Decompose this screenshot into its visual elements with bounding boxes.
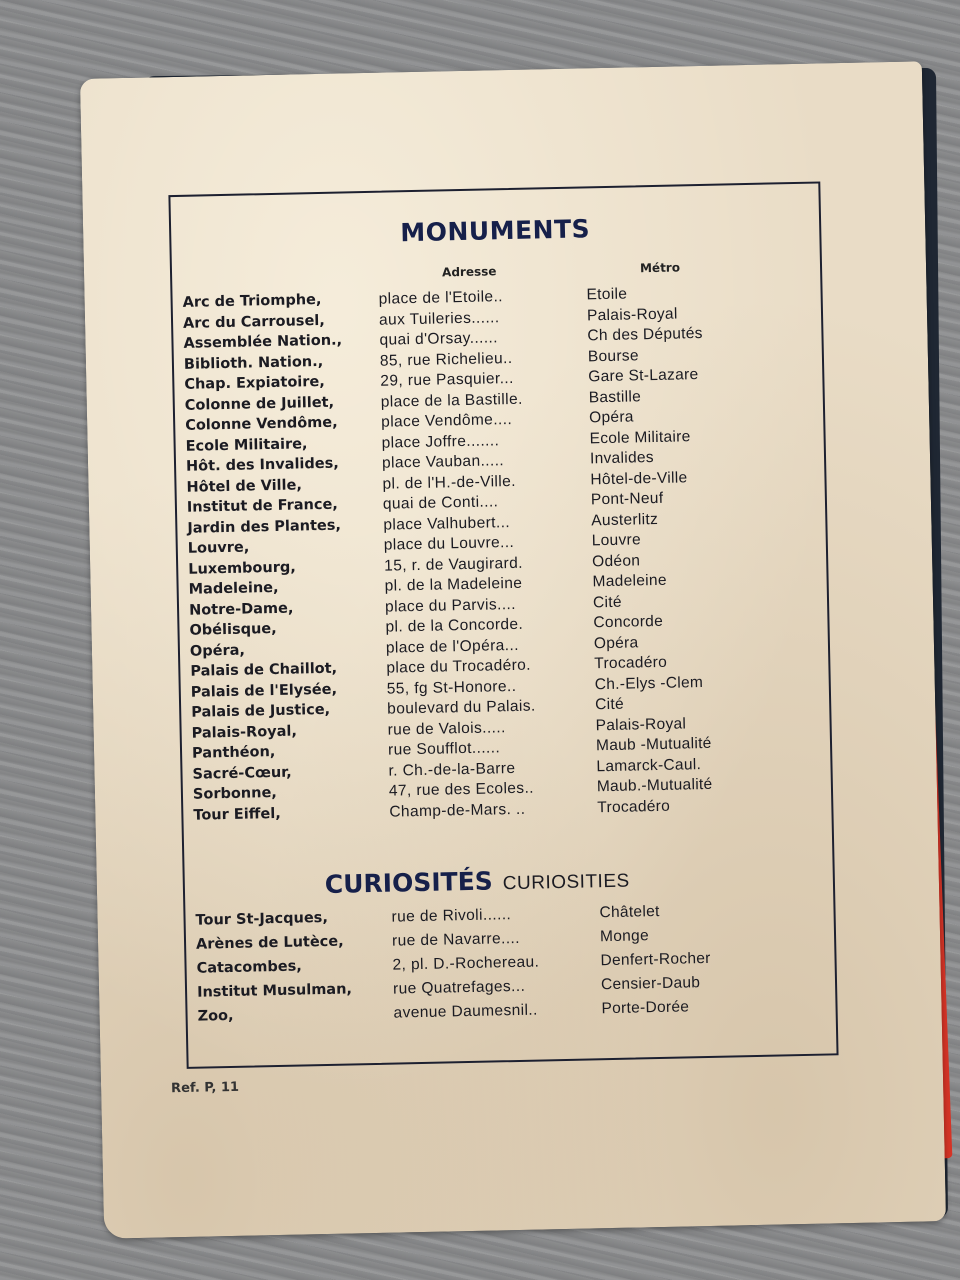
entry-metro: Etoile <box>586 285 628 304</box>
entry-address: place Vendôme.... <box>381 410 513 431</box>
entry-metro: Gare St-Lazare <box>588 366 699 386</box>
entry-metro: Invalides <box>589 449 655 468</box>
entry-name: Sorbonne, <box>192 784 278 803</box>
entry-metro: Cité <box>592 593 622 611</box>
entry-name: Palais-Royal, <box>191 723 298 742</box>
entry-address: rue Quatrefages... <box>392 977 526 998</box>
entry-address: r. Ch.-de-la-Barre <box>388 759 516 780</box>
entry-address: aux Tuileries...... <box>378 308 500 329</box>
entry-address: place de l'Opéra... <box>385 636 519 657</box>
entry-name: Zoo, <box>197 1007 234 1025</box>
reference-number: Ref. P, 11 <box>170 1079 240 1097</box>
entry-address: Champ-de-Mars. .. <box>389 800 526 821</box>
entry-metro: Ch des Députés <box>587 324 703 345</box>
entry-metro: Concorde <box>593 612 664 632</box>
entry-name: Hôtel de Ville, <box>186 476 303 496</box>
entry-address: 47, rue des Ecoles.. <box>388 779 535 800</box>
entry-metro: Opéra <box>593 633 639 652</box>
entry-metro: Hôtel-de-Ville <box>590 468 688 488</box>
entry-metro: Trocadéro <box>597 797 671 816</box>
entry-address: 15, r. de Vaugirard. <box>384 554 524 575</box>
entry-address: rue de Rivoli...... <box>391 906 512 926</box>
entry-metro: Odéon <box>591 551 641 570</box>
entry-metro: Denfert-Rocher <box>600 949 711 970</box>
entry-address: avenue Daumesnil.. <box>393 1001 538 1022</box>
entry-address: rue Soufflot...... <box>387 739 501 759</box>
entry-name: Panthéon, <box>191 744 276 762</box>
entry-metro: Censier-Daub <box>600 974 701 994</box>
entry-address: 2, pl. D.-Rochereau. <box>392 953 540 974</box>
address-column-header: Adresse <box>441 264 497 280</box>
entry-metro: Ecole Militaire <box>589 427 691 447</box>
entry-address: pl. de la Madeleine <box>384 574 523 595</box>
entry-metro: Lamarck-Caul. <box>596 755 702 775</box>
entry-metro: Madeleine <box>592 571 667 591</box>
entry-address: 29, rue Pasquier... <box>380 369 514 390</box>
entry-address: place Valhubert... <box>383 513 511 534</box>
entry-address: rue de Navarre.... <box>391 929 521 950</box>
metro-column-header: Métro <box>639 260 681 276</box>
entry-name: Luxembourg, <box>188 559 296 578</box>
entry-address: place de l'Etoile.. <box>378 288 504 308</box>
entry-name: Institut de France, <box>186 496 339 516</box>
monuments-list <box>182 282 823 828</box>
entry-metro: Monge <box>599 927 650 946</box>
listing-frame <box>168 181 838 1068</box>
entry-name: Catacombes, <box>196 958 302 977</box>
monuments-title: MONUMENTS <box>400 214 591 248</box>
entry-name: Arènes de Lutèce, <box>195 933 344 953</box>
entry-metro: Louvre <box>591 531 642 550</box>
entry-metro: Bourse <box>587 346 639 365</box>
entry-name: Colonne Vendôme, <box>185 414 338 434</box>
entry-metro: Maub -Mutualité <box>595 734 712 755</box>
entry-address: place du Trocadéro. <box>386 656 532 677</box>
entry-name: Palais de Chaillot, <box>190 660 338 680</box>
booklet-page <box>80 61 946 1238</box>
entry-name: Palais de l'Elysée, <box>190 681 338 701</box>
entry-metro: Cité <box>594 695 625 714</box>
entry-address: pl. de la Concorde. <box>385 615 524 636</box>
entry-name: Arc du Carrousel, <box>182 312 325 332</box>
entry-name: Sacré-Cœur, <box>192 764 292 783</box>
entry-name: Louvre, <box>187 539 250 557</box>
entry-address: 85, rue Richelieu.. <box>379 349 513 370</box>
entry-name: Institut Musulman, <box>196 981 353 1001</box>
entry-address: quai d'Orsay...... <box>379 329 499 349</box>
entry-metro: Opéra <box>588 408 634 427</box>
entry-metro: Palais-Royal <box>586 304 678 324</box>
entry-name: Chap. Expiatoire, <box>184 373 325 393</box>
entry-name: Colonne de Juillet, <box>184 394 335 414</box>
entry-address: place Joffre....... <box>381 431 500 452</box>
curiosites-list <box>195 900 827 1033</box>
entry-address: quai de Conti.... <box>382 493 499 513</box>
entry-address: place Vauban..... <box>381 452 505 472</box>
entry-address: 55, fg St-Honore.. <box>386 677 517 698</box>
entry-metro: Maub.-Mutualité <box>596 775 713 796</box>
entry-name: Assemblée Nation., <box>183 332 343 352</box>
entry-name: Arc de Triomphe, <box>182 291 322 311</box>
entry-name: Tour Eiffel, <box>193 805 281 824</box>
entry-name: Palais de Justice, <box>191 701 331 721</box>
entry-name: Madeleine, <box>188 579 279 598</box>
entry-metro: Palais-Royal <box>595 714 687 734</box>
entry-address: boulevard du Palais. <box>387 697 536 718</box>
entry-metro: Pont-Neuf <box>590 489 664 509</box>
curiosites-heading <box>325 864 630 899</box>
entry-address: place de la Bastille. <box>380 390 523 411</box>
entry-metro: Bastille <box>588 387 642 406</box>
entry-metro: Porte-Dorée <box>601 998 690 1018</box>
curiosities-subtitle: CURIOSITIES <box>502 870 630 895</box>
entry-metro: Austerlitz <box>591 510 659 529</box>
entry-address: pl. de l'H.-de-Ville. <box>382 472 517 493</box>
curiosites-title: CURIOSITÉS <box>324 866 494 899</box>
entry-name: Jardin des Plantes, <box>187 517 342 537</box>
entry-address: place du Parvis.... <box>384 595 517 616</box>
entry-name: Notre-Dame, <box>188 600 294 619</box>
entry-name: Tour St-Jacques, <box>195 909 329 929</box>
entry-name: Hôt. des Invalides, <box>185 455 339 475</box>
entry-metro: Ch.-Elys -Clem <box>594 673 704 693</box>
entry-metro: Châtelet <box>599 902 660 922</box>
entry-name: Opéra, <box>189 642 246 660</box>
entry-name: Biblioth. Nation., <box>183 353 324 373</box>
entry-metro: Trocadéro <box>594 653 668 673</box>
entry-address: place du Louvre... <box>383 533 515 554</box>
entry-name: Ecole Militaire, <box>185 435 308 455</box>
entry-address: rue de Valois..... <box>387 718 506 739</box>
entry-name: Obélisque, <box>189 620 277 639</box>
